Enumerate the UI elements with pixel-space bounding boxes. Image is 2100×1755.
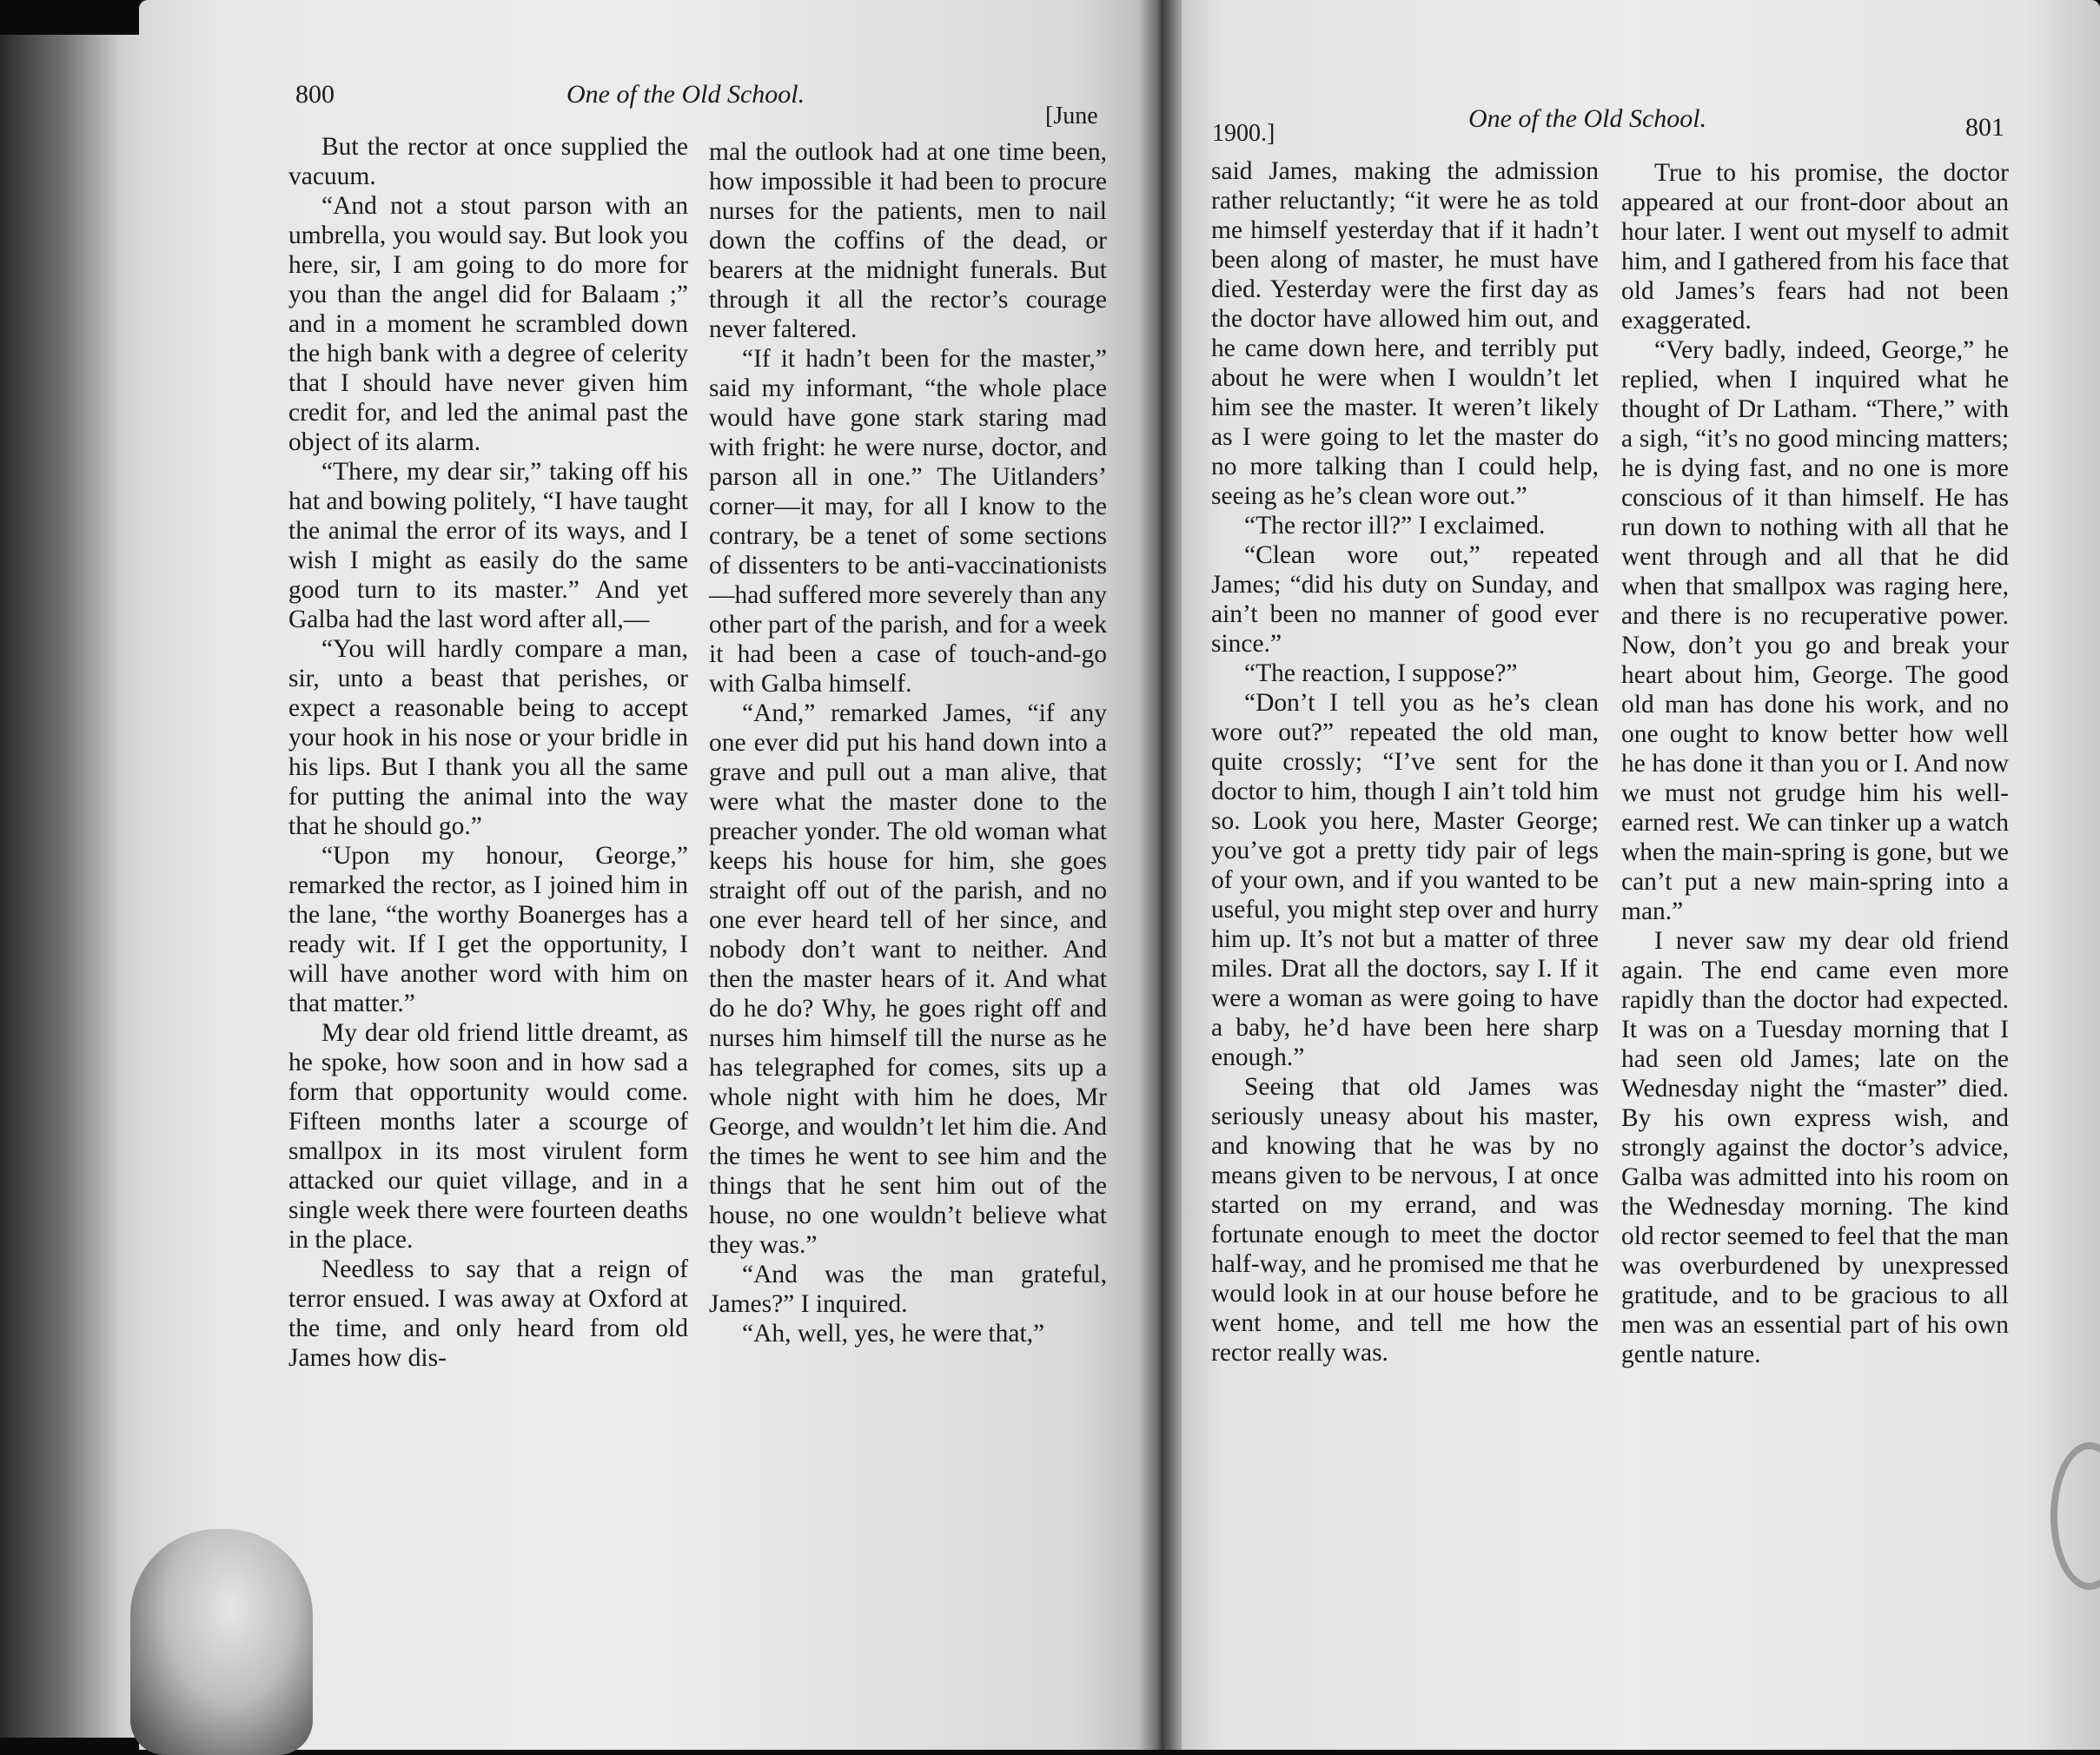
paragraph: Needless to say that a reign of terror ensued. I was away at Oxford at the time, and only heard from old James how dis- (288, 1255, 688, 1372)
paragraph: “Clean wore out,” repeated James; “did his duty on Sunday, and ain’t been no manner of good ever since.” (1211, 541, 1599, 658)
paragraph: “If it hadn’t been for the master,” said my informant, “the whole place would have gone stark staring mad with fright: he were nurse, doctor, and parson all in one.” The Uitlanders’ corner—it may, for all I know to the contrary, be a tenet of some sections of dissenters to be anti-vaccinationists —had suffered more severely than any other part of the parish, and for a week it had been a case of touch-and-go with Galba himself. (709, 345, 1107, 698)
paragraph: Seeing that old James was seriously uneasy about his master, and knowing that he was by no means given to be nervous, I at once started on my errand, and was fortunate enough to meet the doctor half-way, and he promised me that he would look in at our house before he went home, and tell me how the rector really was. (1211, 1073, 1599, 1367)
paragraph: I never saw my dear old friend again. The end came even more rapidly than the doctor had expected. It was on a Tuesday morning that I had seen old James; late on the Wednesday night the “master” died. By his own express wish, and strongly against the doctor’s advice, Galba was admitted into his room on the Wednesday morning. The kind old rector seemed to feel that the man was overburdened by unexpressed gratitude, and to be gracious to all men was an essential part of his own gentle nature. (1621, 927, 2009, 1368)
paragraph: “The rector ill?” I exclaimed. (1244, 512, 1546, 540)
paragraph: “And was the man grateful, James?” I inquired. (709, 1261, 1107, 1318)
paragraph: said James, making the admission rather reluctantly; “it were he as told me himself yesterday that if it hadn’t been along of master, he must have died. Yesterday were the first day as the doctor have allowed him out, and he came down here, and terribly put about he were when I wouldn’t let him see the master. It weren’t likely as I were going to let the master do no more talking than I could help, seeing as he’s clean wore out.” (1211, 157, 1599, 510)
book-gutter (1138, 0, 1182, 1750)
paragraph: “Very badly, indeed, George,” he replied, when I inquired what he thought of Dr Latham. “There,” with a sigh, “it’s no good mincing matters; he is dying fast, and no one is more conscious of it than himself. He has run down to nothing with all that he went through and all that he did when that smallpox was raging here, and there is no recuperative power. Now, don’t you go and break your heart about him, George. The good old man has done his work, and no one ought to know better how well he has done it than you or I. And now we must not grudge him his well-earned rest. We can tinker up a watch when the main-spring is gone, but we can’t put a new main-spring into a man.” (1621, 336, 2009, 925)
paragraph: My dear old friend little dreamt, as he spoke, how soon and in how sad a form that opportunity would come. Fifteen months later a scourge of smallpox in its most virulent form attacked our quiet village, and in a single week there were fourteen deaths in the place. (288, 1019, 688, 1254)
paragraph: “There, my dear sir,” taking off his hat and bowing politely, “I have taught the animal the error of its ways, and I wish I might as easily do the same good turn to its master.” And yet Galba had the last word after all,— (288, 458, 688, 633)
paragraph: mal the outlook had at one time been, how impossible it had been to procure nurses for the patients, men to nail down the coffins of the dead, or bearers at the midnight funerals. But through it all the rector’s courage never faltered. (709, 138, 1107, 343)
right-page-date: 1900.] (1212, 120, 1275, 147)
paragraph: “And not a stout parson with an umbrella, you would say. But look you here, sir, I am going to do more for you than the angel did for Balaam ;” and in a moment he scrambled down the high bank with a degree of celerity that I should have never given him credit for, and led the animal past the object of its alarm. (288, 192, 688, 456)
paragraph: “Ah, well, yes, he were that,” (742, 1320, 1045, 1348)
paragraph: “The reaction, I suppose?” (1244, 659, 1518, 687)
paragraph: But the rector at once supplied the vacuum. (288, 133, 688, 190)
left-page-date: [June (1045, 103, 1098, 129)
paragraph: “And,” remarked James, “if any one ever did put his hand down into a grave and pull out a man alive, that were what the master done to the preacher yonder. The old woman what keeps his house for him, she goes straight off out of the parish, and no one ever heard tell of her since, and nobody don’t want to neither. And then the master hears of it. And what do he do? Why, he goes right off and nurses him himself till the nurse as he has telegraphed for comes, sits up a whole night with him he does, Mr George, and wouldn’t let him die. And the times he went to see him and the things that he sent him out of the house, no one wouldn’t believe what they was.” (709, 699, 1107, 1259)
right-page-column-2 (1621, 158, 2009, 1369)
left-page-column-2 (709, 137, 1107, 1348)
paragraph: “Upon my honour, George,” remarked the rector, as I joined him in the lane, “the worthy Boanerges has a ready wit. If I get the opportunity, I will have another word with him on that matter.” (288, 842, 688, 1017)
paragraph: True to his promise, the doctor appeared at our front-door about an hour later. I went out myself to admit him, and I gathered from his face that old James’s fears had not been exaggerated. (1621, 159, 2009, 334)
left-page-column-1 (288, 132, 688, 1373)
right-page-column-1 (1211, 156, 1599, 1368)
paragraph: “Don’t I tell you as he’s clean wore out?” repeated the old man, quite crossly; “I’ve sent for the doctor to him, though I ain’t told him so. Look you here, Master George; you’ve got a pretty tidy pair of legs of your own, and if you wanted to be useful, you might step over and hurry him up. It’s not but a matter of three miles. Drat all the doctors, say I. If it were a woman as were going to have a baby, he’d have been here sharp enough.” (1211, 689, 1599, 1071)
left-page-running-title: One of the Old School. (566, 80, 805, 109)
paragraph: “You will hardly compare a man, sir, unto a beast that perishes, or expect a reasonable being to accept your hook in his nose or your bridle in his lips. But I thank you all the same for putting the animal into the way that he should go.” (288, 635, 688, 840)
right-page-number: 801 (1965, 113, 2004, 142)
right-page-running-title: One of the Old School. (1468, 104, 1707, 133)
left-page-number: 800 (295, 80, 335, 109)
thumb-holding-page (130, 1529, 313, 1755)
